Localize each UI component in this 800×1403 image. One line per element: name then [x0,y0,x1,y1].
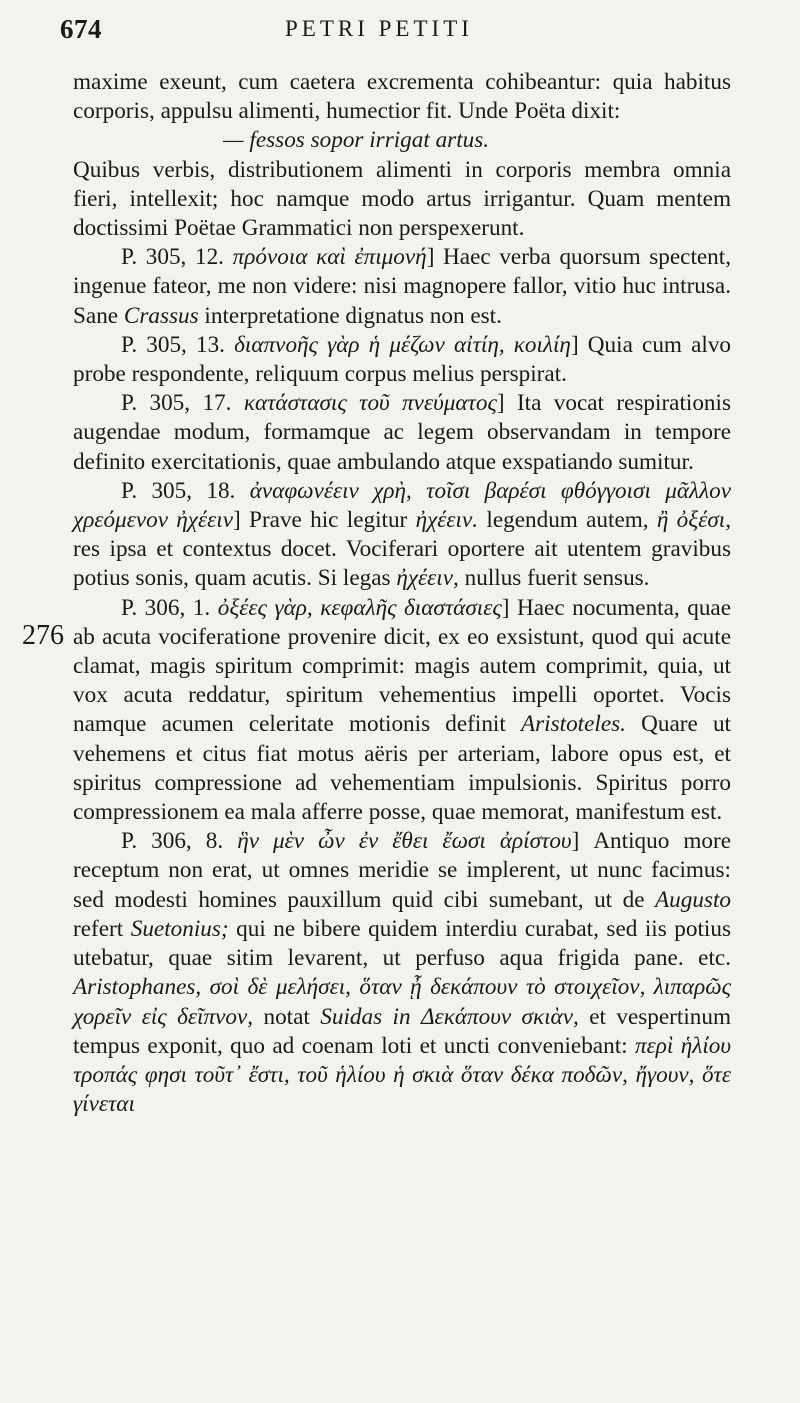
note-reference: P. 305, 17. [121,390,232,417]
greek-word: ἠχέειν. [415,507,479,534]
note-text: res ipsa et contextus docet. Vociferari oportere ait utentem gravibus potius sonis, quam acutis. Si legas [73,536,731,592]
note-text: notat [253,1003,321,1030]
note-reference: P. 305, 13. [121,331,225,358]
note-text: ] Quia cum alvo probe respondente, reliquum corpus melius perspirat. [73,331,732,388]
note-text: qui ne bibere quidem interdiu curabat, sed iis potius utebatur, quae sitim levarent, ut perfuso aqua frigida pane. etc. [73,915,731,972]
paragraph: Quibus verbis, distributionem alimenti in corporis membra omnia fieri, intellexit; hoc namque modo artus irrigantur. Quam mentem doctissimi Poëtae Grammatici non perspexerunt. [73,156,731,242]
note-text: Quare ut vehemens et citus fiat motus aëris per arteriam, labore opus est, et spiritus compressione ad vehementiam impulsionis. Spiritus porro compressionem ea mala afferre posse, quae memorat, manifestum est. [73,711,731,826]
cited-name: Aristoteles. [520,711,626,738]
greek-word: Δεκάπουν σκιὰν, [410,1003,579,1030]
note-text: interpretatione dignatus non est. [198,302,502,329]
note-text: ] Prave hic legitur [233,507,416,534]
note-paragraph [73,331,731,389]
greek-lemma: ἀναφωνέειν χρὴ, τοῖσι βαρέσι φθόγγοισι μᾶλλον χρεόμενον ἠχέειν [73,477,732,534]
note-paragraph [73,594,731,828]
greek-lemma: κατάστασις τοῦ πνεύματος [243,390,497,417]
running-title: PETRI PETITI [285,16,473,41]
note-reference: P. 305, 18. [121,477,236,504]
note-paragraph [73,243,731,331]
verse-quote: — fessos sopor irrigat artus. [223,127,490,154]
note-text: refert [73,915,131,942]
greek-word: ἠχέειν, [396,565,459,592]
note-text: nullus fuerit sensus. [458,565,650,592]
greek-word: ἢ ὀξέσι, [656,507,732,534]
greek-lemma: πρόνοια καὶ ἐπιμονή [232,244,427,271]
paragraph: maxime exeunt, cum caetera excrementa cohibeantur: quia habitus corporis, appulsu alimenti, humectior fit. Unde Poëta dixit: [73,69,731,125]
greek-lemma: ὀξέες γὰρ, κεφαλῆς διαστάσιες [217,594,502,621]
cited-name: Suetonius; [130,915,229,942]
page-number: 674 [60,14,102,44]
note-reference: P. 306, 8. [121,828,224,855]
cited-name: Augusto [654,886,731,913]
note-paragraph [73,827,731,1119]
cited-name: Crassus [123,302,199,329]
note-paragraph [73,477,731,594]
note-reference: P. 306, 1. [121,594,211,621]
note-paragraph [73,389,731,477]
note-text: ] Haec nocumenta, quae ab acuta vociferatione provenire dicit, ex eo exsistunt, quod qui acute clamat, magis spiritum comprimit: magis autem comprimit, quia, ut vox acuta reddatur, spiritum vehementius impelli oportet. Vocis namque acumen celeritate motionis definit [73,594,732,738]
note-text: legendum autem, [478,507,657,534]
greek-lemma: ἣν μὲν ὦν ἐν ἔθει ἔωσι ἀρίστου [237,828,572,855]
note-text: ] Haec verba quorsum spectent, ingenue fateor, me non videre: nisi magnopere fallor, vitio huc intrusa. Sane [73,244,732,329]
greek-quote: σοὶ δὲ μελήσει, ὅταν ᾖ δεκάπουν τὸ στοιχεῖον, λιπαρῶς χορεῖν εἰς δεῖπνον, [73,974,731,1030]
page-header [0,14,800,54]
greek-quote: περὶ ἡλίου τροπάς φησι τοῦτ᾽ ἔστι, τοῦ ἡλίου ἡ σκιὰ ὅταν δέκα ποδῶν, ἤγουν, ὅτε γίνεται [73,1032,731,1118]
cited-name: Aristophanes, [73,974,202,1001]
cited-name: Suidas in [320,1003,411,1030]
note-text: ] Antiquo more receptum non erat, ut omnes meridie se implerent, ut nunc facimus: sed modesti homines pauxillum quid cibi sumebant, ut de [73,828,731,913]
note-reference: P. 305, 12. [121,244,224,271]
body-text [73,68,731,1119]
note-text: et vespertinum tempus exponit, quo ad coenam loti et uncti conveniebant: [73,1003,731,1059]
greek-lemma: διαπνοῆς γὰρ ἡ μέζων αἰτίη, κοιλίη [234,331,571,358]
note-text: ] Ita vocat respirationis augendae modum, formamque ac legem observandam in tempore definito exercitationis, quae ambulando atque exspatiando sumitur. [73,390,731,475]
margin-note: 276 [22,620,64,651]
